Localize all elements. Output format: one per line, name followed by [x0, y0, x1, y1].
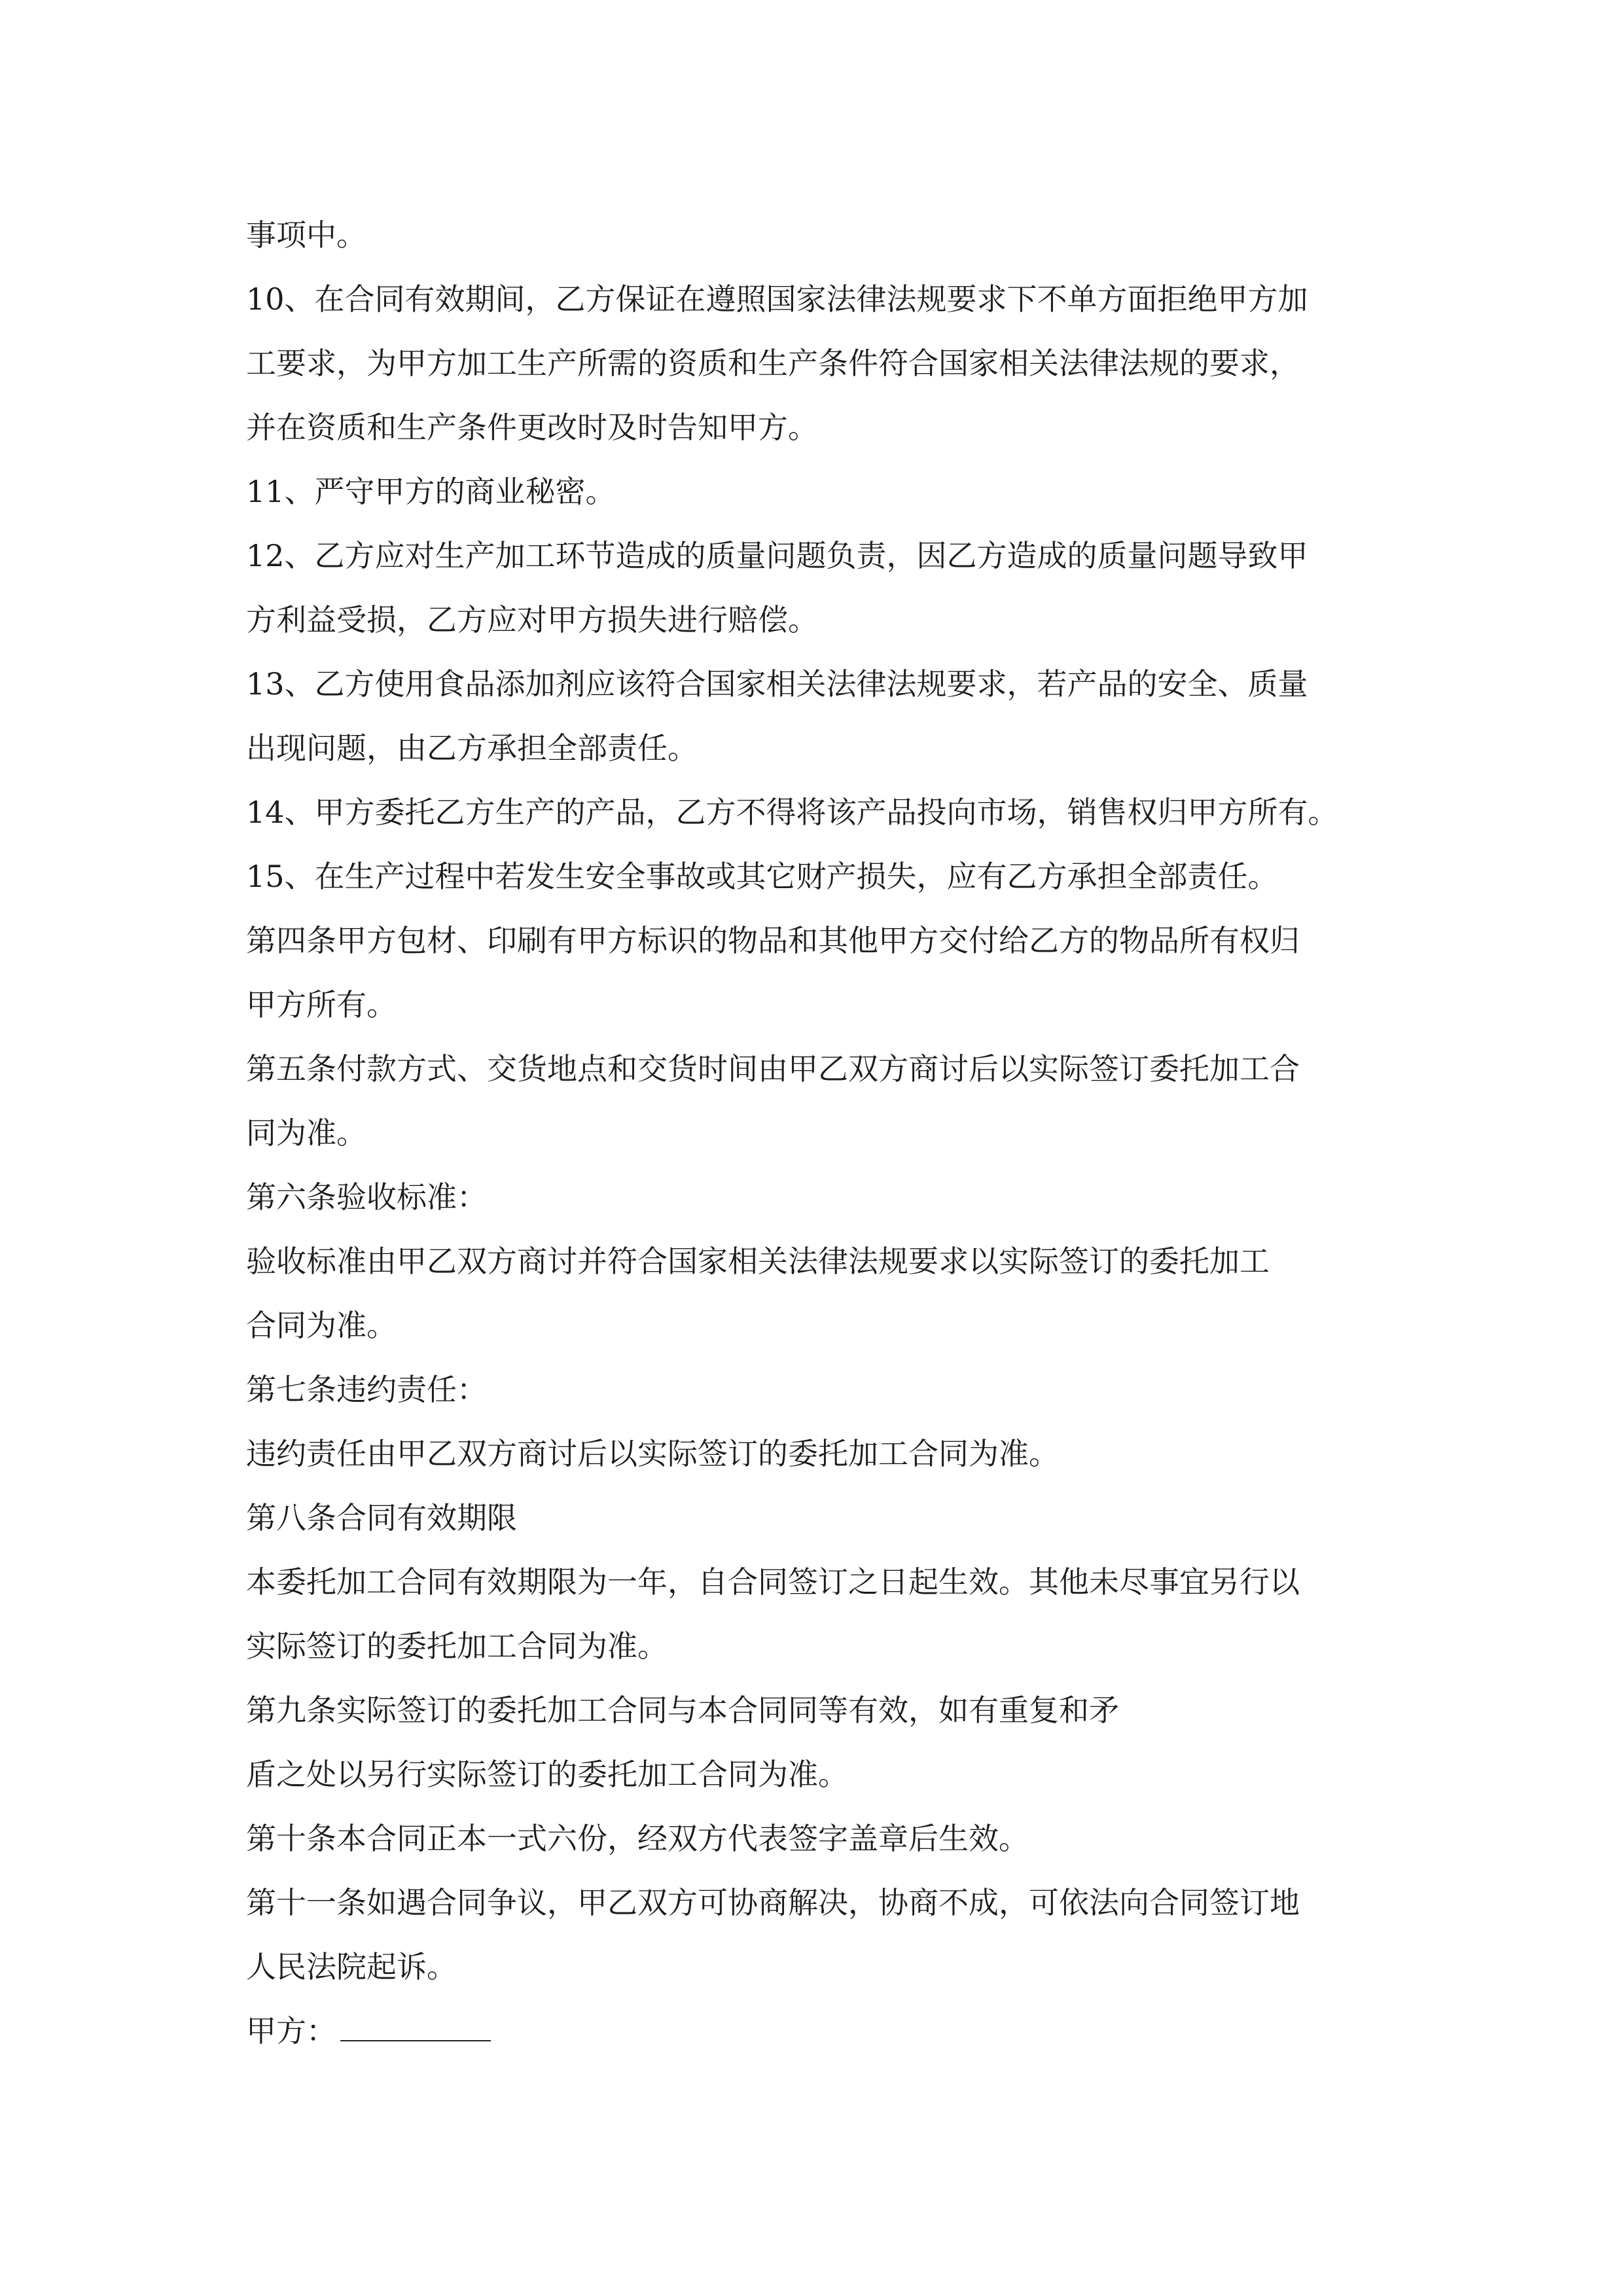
text-line: 甲方所有。 — [246, 987, 397, 1022]
text-line: 盾之处以另行实际签订的委托加工合同为准。 — [246, 1757, 848, 1792]
text-line: 12、乙方应对生产加工环节造成的质量问题负责，因乙方造成的质量问题导致甲 — [246, 538, 1308, 573]
text-line: 第八条合同有效期限 — [246, 1500, 517, 1535]
text-line: 同为准。 — [246, 1115, 366, 1151]
text-line: 违约责任由甲乙双方商讨后以实际签订的委托加工合同为准。 — [246, 1436, 1059, 1471]
text-line: 第十条本合同正本一式六份，经双方代表签字盖章后生效。 — [246, 1821, 1029, 1856]
text-line: 工要求，为甲方加工生产所需的资质和生产条件符合国家相关法律法规的要求， — [246, 346, 1300, 381]
signature-label: 甲方： — [246, 2013, 336, 2049]
text-line: 第十一条如遇合同争议，甲乙双方可协商解决，协商不成，可依法向合同签订地 — [246, 1885, 1300, 1920]
text-line: 第七条违约责任： — [246, 1372, 487, 1407]
text-line: 合同为准。 — [246, 1308, 397, 1343]
text-line: 13、乙方使用食品添加剂应该符合国家相关法律法规要求，若产品的安全、质量 — [246, 666, 1308, 702]
text-line: 方利益受损，乙方应对甲方损失进行赔偿。 — [246, 602, 818, 637]
signature-line — [246, 1999, 1398, 2063]
text-line: 第九条实际签订的委托加工合同与本合同同等有效，如有重复和矛 — [246, 1693, 1119, 1728]
text-line: 出现问题，由乙方承担全部责任。 — [246, 730, 698, 766]
contract-body — [246, 203, 1398, 2063]
text-line: 14、甲方委托乙方生产的产品，乙方不得将该产品投向市场，销售权归甲方所有。 — [246, 795, 1338, 830]
text-line: 15、在生产过程中若发生安全事故或其它财产损失，应有乙方承担全部责任。 — [246, 859, 1278, 894]
text-line: 第四条甲方包材、印刷有甲方标识的物品和其他甲方交付给乙方的物品所有权归 — [246, 923, 1300, 958]
text-line: 本委托加工合同有效期限为一年，自合同签订之日起生效。其他未尽事宜另行以 — [246, 1564, 1300, 1600]
text-line: 人民法院起诉。 — [246, 1949, 457, 1984]
signature-blank — [340, 2014, 491, 2041]
text-line: 11、严守甲方的商业秘密。 — [246, 474, 616, 509]
text-line: 10、在合同有效期间，乙方保证在遵照国家法律法规要求下不单方面拒绝甲方加 — [246, 281, 1308, 317]
text-line: 验收标准由甲乙双方商讨并符合国家相关法律法规要求以实际签订的委托加工 — [246, 1244, 1270, 1279]
text-line: 第六条验收标准： — [246, 1179, 487, 1215]
text-line: 实际签订的委托加工合同为准。 — [246, 1628, 668, 1664]
text-line: 事项中。 — [246, 217, 366, 253]
text-line: 第五条付款方式、交货地点和交货时间由甲乙双方商讨后以实际签订委托加工合 — [246, 1051, 1300, 1086]
text-line: 并在资质和生产条件更改时及时告知甲方。 — [246, 410, 818, 445]
